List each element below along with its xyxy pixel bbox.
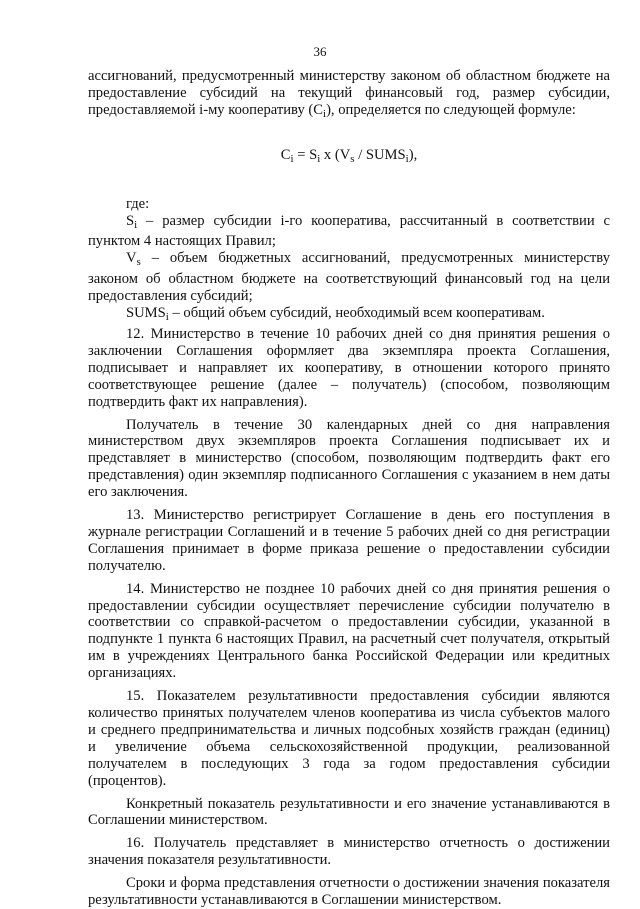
def-sums-sub: i xyxy=(165,311,169,324)
paragraph-15-indicator: Конкретный показатель результативности и его значение устанавливаются в Соглашении министерством. xyxy=(88,795,610,829)
intro-line-3-post: ), определяется по следующей формуле: xyxy=(326,101,576,118)
formula-eq: = S xyxy=(293,146,318,163)
formula-end: ), xyxy=(408,146,418,163)
def-sums xyxy=(88,305,610,326)
paragraph-16: 16. Получатель представляет в министерство отчетность о достижении значения показателя результативности. xyxy=(88,835,610,869)
def-v-sub: s xyxy=(136,256,141,269)
intro-ci-sub: i xyxy=(323,107,327,120)
paragraph-14: 14. Министерство не позднее 10 рабочих дней со дня принятия решения о предоставлении субсидии осуществляет перечисление субсидии получателю в соответствии со справкой-расчетом о предоставлении субсидии, указанной в подпункте 1 пункта 6 настоящих Правил, на расчетный счет получателя, открытый им в учреждениях Центрального банка Российской Федерации или кредитных организациях. xyxy=(88,580,610,682)
def-sums-letter: SUMS xyxy=(126,305,166,322)
paragraph-16-terms: Сроки и форма представления отчетности о достижении значения показателя результативности устанавливаются в Соглашении министерством. xyxy=(88,875,610,909)
formula-sums-sub: i xyxy=(405,152,409,165)
def-v-text: – объем бюджетных ассигнований, предусмотренных министерству законом об областном бюджете на соответствующий финансовый год на цели предоставления субсидий; xyxy=(88,250,610,305)
def-sums-text: – общий объем субсидий, необходимый всем кооперативам. xyxy=(168,305,545,322)
intro-line-3-pre: предоставляемой i-му кооперативу (C xyxy=(88,101,323,118)
paragraph-13: 13. Министерство регистрирует Соглашение в день его поступления в журнале регистрации Соглашений и в течение 5 рабочих дней со дня регистрации Соглашения принимает в форме приказа решение о предоставлении субсидии получателю. xyxy=(88,507,610,574)
formula-c-sub: i xyxy=(290,152,294,165)
def-v-letter: V xyxy=(126,250,137,267)
formula-c: C xyxy=(280,146,291,163)
def-s-text: – размер субсидии i-го кооператива, рассчитанный в соответствии с пунктом 4 настоящих Правил; xyxy=(88,212,610,250)
intro-line-2: на предоставление субсидий на текущий финансовый год, размер субсидии, xyxy=(88,68,610,101)
formula-mid: x (V xyxy=(320,146,351,163)
formula-mid2: / SUMS xyxy=(354,146,406,163)
def-s-sub: i xyxy=(134,218,138,231)
def-v xyxy=(88,250,610,305)
intro-paragraph xyxy=(88,68,610,123)
paragraph-15: 15. Показателем результативности предоставления субсидии являются количество принятых получателем членов кооператива из числа субъектов малого и среднего предпринимательства и личных подсобных хозяйств граждан (единиц) и увеличение объема сельскохозяйственной продукции, реализованной получателем в последующих 3 года за годом предоставления субсидии (процентов). xyxy=(88,688,610,789)
formula-v-sub: s xyxy=(350,152,355,165)
def-s-letter: S xyxy=(126,212,135,229)
page-number: 36 xyxy=(313,44,327,59)
subsidy-formula xyxy=(88,147,610,168)
paragraph-12-recipient: Получатель в течение 30 календарных дней со дня направления министерством двух экземпляров проекта Соглашения подписывает их и представляет в министерство (способом, позволяющим подтвердить факт его представления) один экземпляр подписанного Соглашения с указанием в нем даты его заключения. xyxy=(88,416,610,501)
formula-s-sub: i xyxy=(317,152,321,165)
def-s xyxy=(88,213,610,251)
paragraph-12: 12. Министерство в течение 10 рабочих дней со дня принятия решения о заключении Соглашения оформляет два экземпляра проекта Соглашения, подписывает и направляет их кооперативу, в отношении которого принято соответствующее решение (далее – получатель) (способом, позволяющим подтвердить факт их направления). xyxy=(88,325,610,410)
document-body xyxy=(88,68,610,909)
intro-line-1: ассигнований, предусмотренный министерству законом об областном бюджете xyxy=(88,68,591,84)
where-label: где: xyxy=(126,195,150,212)
